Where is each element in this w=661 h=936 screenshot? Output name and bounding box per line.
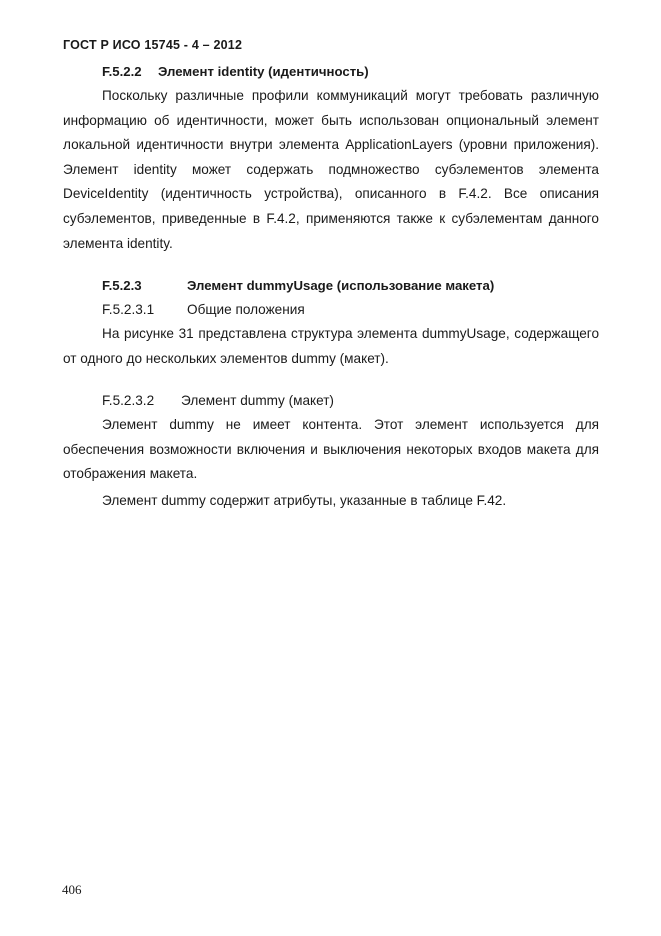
section-heading-dummy-usage	[102, 278, 494, 293]
subsection-number: F.5.2.3.2	[102, 393, 155, 408]
section-heading-identity	[102, 64, 369, 79]
section-title: Элемент dummyUsage (использование макета)	[187, 278, 495, 293]
subsection-title: Элемент dummy (макет)	[181, 393, 334, 408]
page-number: 406	[62, 882, 82, 897]
subsection-heading-general	[102, 302, 305, 317]
section-number: F.5.2.2	[102, 64, 142, 79]
paragraph-dummy-2: Элемент dummy содержит атрибуты, указанные в таблице F.42.	[102, 493, 507, 508]
subsection-number: F.5.2.3.1	[102, 302, 155, 317]
subsection-heading-dummy	[102, 393, 334, 408]
paragraph-general: На рисунке 31 представлена структура элемента dummyUsage, содержащего от одного до нескольких элементов dummy (макет).	[63, 326, 599, 366]
section-title: Элемент identity (идентичность)	[158, 64, 369, 79]
paragraph-dummy-1: Элемент dummy не имеет контента. Этот элемент используется для обеспечения возможности включения и выключения некоторых входов макета для отображения макета.	[63, 417, 599, 482]
paragraph-identity: Поскольку различные профили коммуникаций могут требовать различную информацию об идентичности, может быть использован опциональный элемент локальной идентичности внутри элемента ApplicationLayers (уровни приложения). Элемент identity может содержать подмножество субэлементов элемента DeviceIdentity (идентичность устройства), описанного в F.4.2. Все описания субэлементов, приведенные в F.4.2, применяются также к субэлементам данного элемента identity.	[63, 88, 599, 251]
document-header: ГОСТ Р ИСО 15745 - 4 – 2012	[63, 38, 243, 52]
subsection-title: Общие положения	[187, 302, 305, 317]
section-number: F.5.2.3	[102, 278, 142, 293]
